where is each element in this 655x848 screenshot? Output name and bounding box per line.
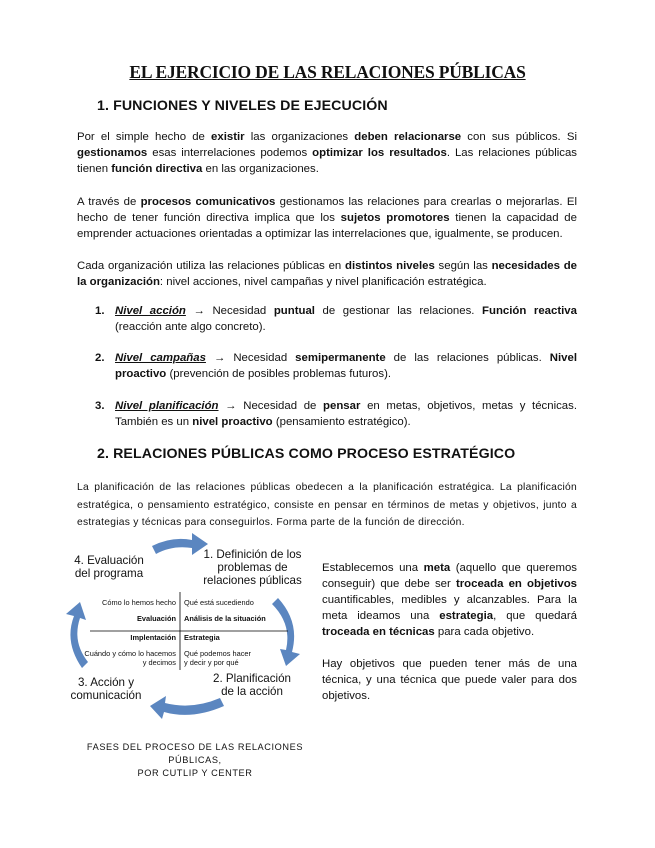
list-number: 2.	[95, 352, 105, 364]
emphasis: troceada en técnicas	[322, 626, 435, 638]
text-run: con sus públicos. Si	[461, 131, 577, 143]
emphasis: pensar	[323, 400, 361, 412]
text-run: de las relaciones públicas.	[385, 352, 550, 364]
emphasis: troceada en objetivos	[455, 578, 578, 590]
list-number: 1.	[95, 305, 105, 317]
paragraph-2	[77, 194, 577, 242]
section-1-heading: 1. FUNCIONES Y NIVELES DE EJECUCIÓN	[97, 98, 388, 114]
emphasis: función directiva	[111, 163, 203, 175]
emphasis: semipermanente	[295, 352, 386, 364]
arrow-bottom-icon	[150, 696, 224, 719]
text-run: (pensamiento estratégico).	[272, 416, 411, 428]
text-run: en las organizaciones.	[202, 163, 319, 175]
caption-line-2: POR CUTLIP Y CENTER	[137, 768, 253, 778]
text-run: tienen la capacidad de emprender actuaciones orientadas a optimizar las interrelaciones que, igualmente, se producen.	[77, 212, 577, 240]
diagram-caption	[60, 741, 330, 780]
text-run: (aquello que queremos conseguir) que debe ser	[322, 562, 577, 590]
text-run: , que quedará	[493, 610, 577, 622]
list-text	[115, 398, 577, 430]
paragraph-3	[77, 258, 577, 290]
list-text	[115, 303, 577, 335]
emphasis: meta	[423, 562, 451, 574]
paragraph-1	[77, 129, 577, 177]
text-run: Cada organización utiliza las relaciones públicas en	[77, 260, 345, 272]
text-run: (prevención de posibles problemas futuros).	[166, 368, 392, 380]
cell-estrategia: Estrategia	[184, 633, 220, 642]
text-run: esas interrelaciones podemos	[147, 147, 313, 159]
emphasis: necesidades de la organización	[77, 260, 577, 288]
emphasis: gestionamos	[77, 147, 148, 159]
section-2-heading: 2. RELACIONES PÚBLICAS COMO PROCESO ESTRATÉGICO	[97, 446, 516, 462]
emphasis: estrategia	[439, 610, 494, 622]
cell-evaluacion: Evaluación	[136, 614, 176, 623]
text-run: → Necesidad	[205, 352, 296, 364]
intro-paragraph: La planificación de las relaciones públicas obedecen a la planificación estratégica. La planificación estratégica, o pensamiento estratégico, consiste en pensar en términos de metas y objetivos, junto a estrategias y técnicas para conseguirlos. Forma parte de la función de dirección.	[77, 482, 577, 528]
text-run: Establecemos una	[322, 562, 424, 574]
level-label: Nivel acción	[115, 305, 186, 317]
cell-when-how: Cuándo y cómo lo hacemos y decimos	[84, 649, 176, 667]
strategic-process-diagram	[60, 530, 320, 735]
phase-1-label: 1. Definición de los problemas de relaciones públicas	[203, 548, 302, 587]
text-run: de gestionar las relaciones.	[314, 305, 483, 317]
list-text	[115, 350, 577, 382]
emphasis: deben relacionarse	[354, 131, 462, 143]
text-run: → Necesidad de	[218, 400, 324, 412]
caption-line-1: FASES DEL PROCESO DE LAS RELACIONES PÚBLICAS,	[86, 742, 304, 765]
emphasis: existir	[211, 131, 245, 143]
level-label: Nivel planificación	[115, 400, 219, 412]
emphasis: Nivel proactivo	[115, 352, 578, 380]
text-run: (reacción ante algo concreto).	[115, 321, 266, 333]
emphasis: nivel proactivo	[192, 416, 273, 428]
emphasis: Función reactiva	[482, 305, 577, 317]
text-run: las organizaciones	[244, 131, 355, 143]
list-number: 3.	[95, 400, 105, 412]
text-run: según las	[434, 260, 492, 272]
phase-2-label: 2. Planificación de la acción	[213, 672, 291, 698]
text-run: cuantificables, medibles y alcanzables. Para la meta ideamos una	[322, 594, 577, 622]
cell-analisis: Análisis de la situación	[184, 614, 266, 623]
text-run: : nivel acciones, nivel campañas y nivel planificación estratégica.	[159, 276, 487, 288]
text-run: Por el simple hecho de	[77, 131, 212, 143]
emphasis: optimizar los resultados	[312, 147, 447, 159]
emphasis: procesos comunicativos	[140, 196, 276, 208]
emphasis: sujetos promotores	[340, 212, 450, 224]
text-run: A través de	[77, 196, 141, 208]
text-run: gestionamos las relaciones para crearlas o mejorarlas. El hecho de tener función directiva implica que los	[77, 196, 577, 224]
cell-what-can-do: Qué podemos hacer y decir y por qué	[184, 649, 251, 667]
level-label: Nivel campañas	[115, 352, 206, 364]
phase-4-label: 4. Evaluación del programa	[74, 554, 144, 580]
right-paragraph-2: Hay objetivos que pueden tener más de una técnica, y una técnica que puede valer para dos objetivos.	[322, 658, 577, 702]
cell-whats-happening: Qué está sucediendo	[184, 598, 254, 607]
arrow-right-icon	[272, 598, 300, 666]
text-run: → Necesidad	[185, 305, 274, 317]
cell-implementacion: Implentación	[130, 633, 176, 642]
text-run: para cada objetivo.	[434, 626, 535, 638]
text-run: . Las relaciones públicas tienen	[77, 147, 577, 175]
emphasis: puntual	[273, 305, 315, 317]
page-title: EL EJERCICIO DE LAS RELACIONES PÚBLICAS	[129, 62, 526, 82]
emphasis: distintos niveles	[344, 260, 435, 272]
text-run: en metas, objetivos, metas y técnicas. También es un	[115, 400, 577, 428]
right-paragraph-1	[322, 560, 577, 640]
phase-3-label: 3. Acción y comunicación	[70, 676, 142, 702]
cell-how-done: Cómo lo hemos hecho	[102, 598, 176, 607]
